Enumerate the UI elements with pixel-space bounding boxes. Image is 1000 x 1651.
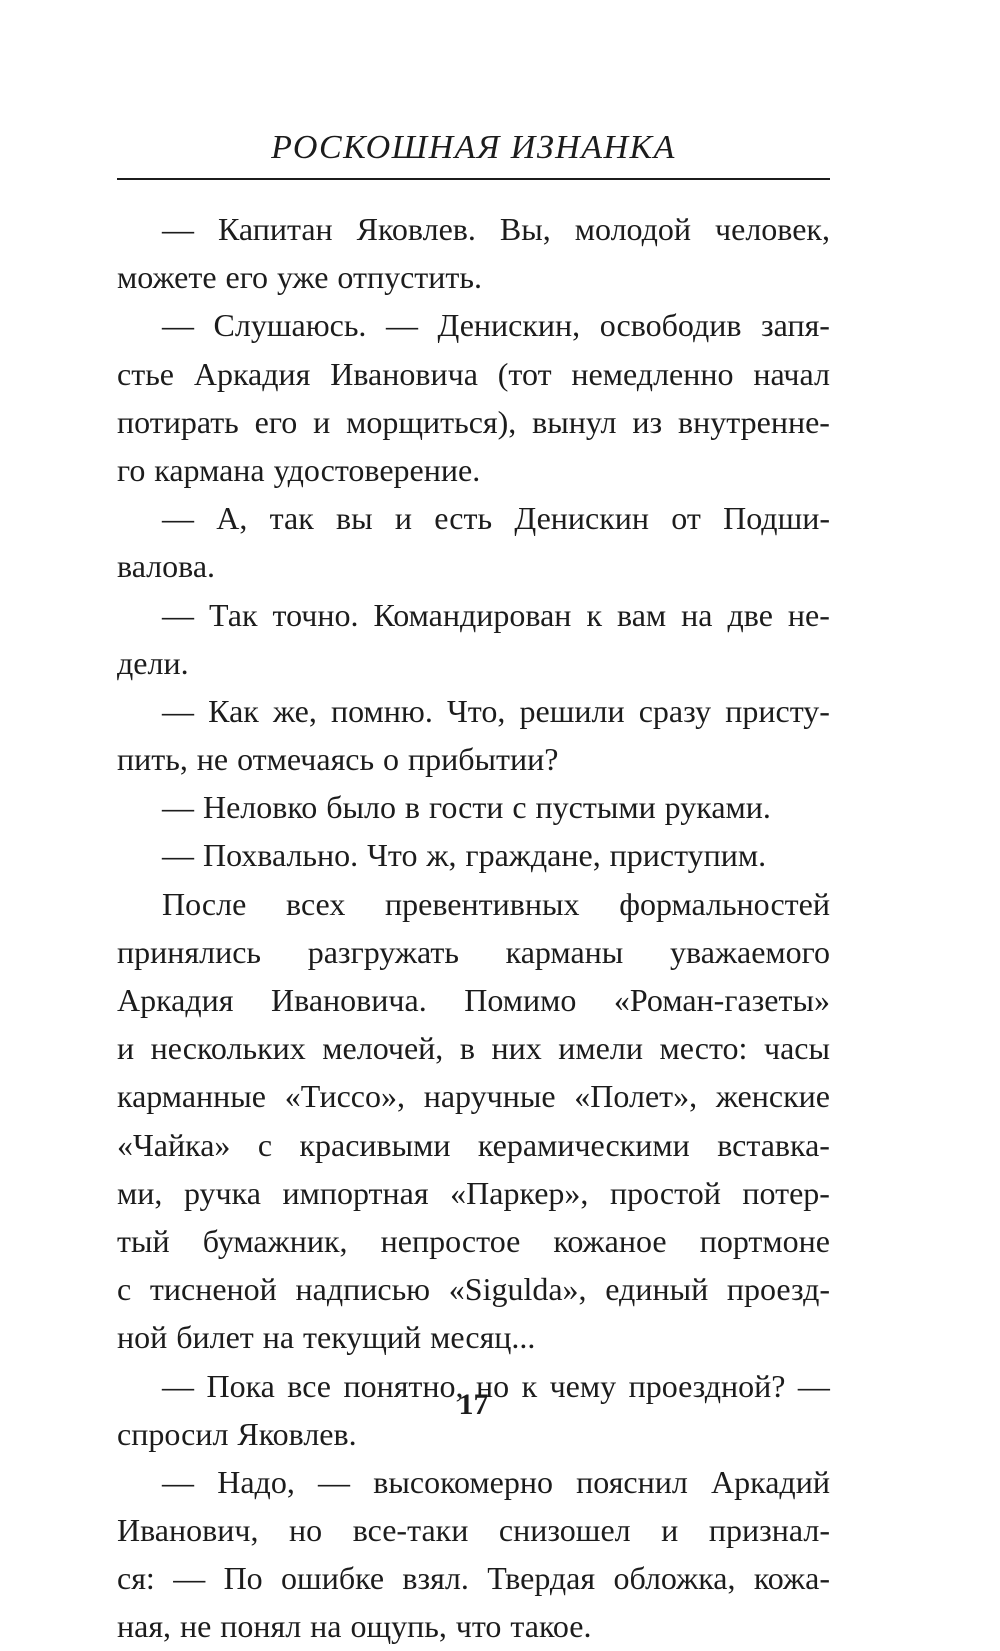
- word: пустыми: [535, 789, 656, 826]
- word: отмечаясь: [237, 741, 375, 778]
- word: —: [797, 1367, 830, 1404]
- word: о: [383, 741, 400, 778]
- word: тисненой: [149, 1271, 277, 1308]
- word: его: [225, 259, 269, 296]
- word: признал-: [708, 1512, 830, 1549]
- word: принялись: [117, 933, 261, 970]
- text-line: [117, 398, 830, 446]
- text-line: [117, 350, 830, 398]
- running-head: РОСКОШНАЯ ИЗНАНКА: [271, 129, 676, 166]
- word: пояснил: [576, 1463, 688, 1500]
- word: Иванович,: [117, 1512, 259, 1549]
- text-line: [117, 591, 830, 639]
- word: После: [162, 885, 247, 922]
- word: имели: [558, 1030, 643, 1067]
- text-line: [117, 1313, 830, 1361]
- word: го: [117, 451, 146, 488]
- word: же,: [272, 692, 317, 729]
- word: А,: [216, 500, 248, 537]
- word: —: [162, 307, 194, 344]
- word: текущий: [303, 1319, 422, 1356]
- text-line: [117, 301, 830, 349]
- word: отпустить.: [337, 259, 482, 296]
- word: «Тиссо»,: [284, 1078, 405, 1115]
- word: кармана: [154, 451, 265, 488]
- word: к: [521, 1367, 538, 1404]
- word: —: [162, 1463, 194, 1500]
- word: Капитан: [218, 211, 333, 247]
- word: граждане,: [465, 837, 601, 874]
- word: Вы,: [499, 211, 551, 247]
- text-line: [117, 253, 830, 301]
- word: к: [586, 596, 602, 633]
- word: обложка,: [613, 1560, 736, 1597]
- text-line: [117, 1602, 830, 1650]
- text-line: [117, 1121, 830, 1169]
- text-line: [117, 1072, 830, 1120]
- word: кожаное: [553, 1222, 667, 1259]
- word: гости: [428, 789, 504, 826]
- word: —: [162, 211, 194, 247]
- word: что: [455, 1608, 502, 1645]
- text-line: [117, 687, 830, 735]
- text-line: [117, 976, 830, 1024]
- word: из: [632, 403, 663, 440]
- word: все: [287, 1367, 331, 1404]
- text-line: [117, 494, 830, 542]
- word: надписью: [295, 1271, 431, 1308]
- word: не: [180, 1608, 212, 1645]
- text-line: [117, 1506, 830, 1554]
- word: и: [117, 1030, 135, 1067]
- text-line: [117, 639, 830, 687]
- word: Что: [367, 837, 418, 874]
- text-line: [117, 783, 830, 831]
- word: с: [117, 1271, 132, 1308]
- word: —: [162, 500, 194, 537]
- word: «Чайка»: [117, 1126, 231, 1163]
- word: портмоне: [699, 1222, 830, 1259]
- word: (тот: [497, 355, 552, 392]
- word: освободив: [599, 307, 742, 344]
- word: в: [459, 1030, 475, 1067]
- text-line: [117, 1554, 830, 1602]
- word: не-: [787, 596, 830, 633]
- word: но: [289, 1512, 323, 1549]
- word: ная,: [117, 1608, 172, 1645]
- word: место:: [659, 1030, 748, 1067]
- text-line: [117, 880, 830, 928]
- word: на: [262, 1319, 295, 1356]
- word: помню.: [331, 692, 433, 729]
- word: импортная: [282, 1174, 429, 1211]
- word: руками.: [664, 789, 771, 826]
- word: с: [257, 1126, 273, 1163]
- word: Денискин,: [437, 307, 581, 344]
- word: ж,: [426, 837, 457, 874]
- word: Надо,: [217, 1463, 295, 1500]
- word: Неловко: [202, 789, 318, 826]
- word: спросил: [117, 1415, 229, 1452]
- word: —: [173, 1560, 206, 1597]
- word: —: [162, 837, 194, 874]
- word: Ивановича: [330, 355, 478, 392]
- word: удостоверение.: [273, 451, 481, 488]
- word: на: [681, 596, 713, 633]
- word: не: [196, 741, 229, 778]
- text-line: [117, 1265, 830, 1313]
- word: внутренне-: [678, 403, 830, 440]
- word: карманные: [117, 1078, 266, 1115]
- word: Похвально.: [202, 837, 359, 874]
- word: морщиться),: [346, 403, 517, 440]
- text-line: [117, 1024, 830, 1072]
- word: «Sigulda»,: [448, 1271, 587, 1308]
- word: Пока: [206, 1367, 275, 1404]
- word: все-таки: [352, 1512, 469, 1549]
- text-line: [117, 928, 830, 976]
- word: пить,: [117, 741, 188, 778]
- word: Аркадий: [711, 1463, 830, 1500]
- word: снизошел: [498, 1512, 631, 1549]
- word: «Роман-газеты»: [613, 982, 830, 1018]
- body-text: [117, 205, 830, 1651]
- word: две: [727, 596, 773, 633]
- page-number: 17: [458, 1388, 489, 1421]
- word: «Паркер»,: [450, 1174, 589, 1211]
- word: Слушаюсь.: [213, 307, 367, 344]
- word: часы: [763, 1030, 830, 1067]
- word: разгружать: [307, 933, 459, 970]
- word: наручные: [423, 1078, 556, 1115]
- word: начал: [753, 355, 830, 392]
- word: ручка: [183, 1174, 261, 1211]
- word: потирать: [117, 403, 239, 440]
- word: единый: [605, 1271, 709, 1308]
- word: запя-: [761, 307, 830, 344]
- word: карманы: [505, 933, 624, 970]
- word: немедленно: [571, 355, 734, 392]
- word: но: [475, 1367, 510, 1404]
- word: проездной?: [628, 1367, 786, 1404]
- word: —: [318, 1463, 351, 1500]
- word: и: [661, 1512, 679, 1549]
- word: ощупь,: [350, 1608, 447, 1645]
- word: прибытии?: [408, 741, 559, 778]
- word: человек,: [715, 211, 830, 247]
- word: присту-: [725, 692, 830, 729]
- word: было: [326, 789, 396, 826]
- word: бумажник,: [202, 1222, 348, 1259]
- word: проезд-: [726, 1271, 830, 1308]
- word: сразу: [638, 692, 712, 729]
- text-line: [117, 735, 830, 783]
- word: молодой: [574, 211, 692, 247]
- word: Так: [209, 596, 258, 633]
- word: простой: [610, 1174, 721, 1211]
- word: так: [269, 500, 314, 537]
- word: Яковлев.: [356, 211, 476, 247]
- word: По: [223, 1560, 263, 1597]
- word: красивыми: [299, 1126, 451, 1163]
- word: керамическими: [477, 1126, 690, 1163]
- word: вставка-: [717, 1126, 830, 1163]
- word: —: [162, 1367, 194, 1404]
- word: женские: [715, 1078, 830, 1115]
- word: уважаемого: [670, 933, 830, 970]
- word: с: [512, 789, 527, 826]
- word: приступим.: [609, 837, 767, 874]
- word: Твердая: [487, 1560, 596, 1597]
- word: —: [162, 596, 194, 633]
- word: —: [385, 307, 418, 344]
- word: Яковлев.: [237, 1415, 357, 1452]
- word: —: [162, 789, 194, 826]
- word: вынул: [532, 403, 617, 440]
- word: Что,: [446, 692, 506, 729]
- word: —: [162, 692, 194, 729]
- word: «Полет»,: [574, 1078, 698, 1115]
- word: билет: [176, 1319, 254, 1356]
- text-line: [117, 1169, 830, 1217]
- word: вы: [336, 500, 373, 537]
- word: можете: [117, 259, 217, 296]
- word: его: [254, 403, 298, 440]
- word: чему: [549, 1367, 617, 1404]
- word: Помимо: [464, 982, 577, 1018]
- word: высокомерно: [373, 1463, 553, 1500]
- word: стье: [117, 355, 174, 392]
- word: всех: [286, 885, 346, 922]
- word: валова.: [117, 548, 216, 585]
- text-line: [117, 542, 830, 590]
- word: Аркадия: [193, 355, 311, 392]
- word: ми,: [117, 1174, 163, 1211]
- word: формальностей: [619, 885, 830, 922]
- word: кожа-: [753, 1560, 830, 1597]
- word: нескольких: [150, 1030, 306, 1067]
- word: понятно,: [343, 1367, 464, 1404]
- word: ной: [117, 1319, 168, 1356]
- word: ся:: [117, 1560, 155, 1597]
- word: тый: [117, 1222, 170, 1259]
- word: и: [394, 500, 413, 537]
- word: на: [310, 1608, 342, 1645]
- word: потер-: [742, 1174, 830, 1211]
- text-line: [117, 205, 830, 253]
- word: от: [671, 500, 701, 537]
- header-rule: [117, 178, 830, 180]
- word: Денискин: [514, 500, 650, 537]
- text-line: [117, 1217, 830, 1265]
- word: превентивных: [385, 885, 580, 922]
- word: есть: [434, 500, 493, 537]
- text-line: [117, 1458, 830, 1506]
- word: Аркадия: [117, 982, 234, 1018]
- word: Как: [208, 692, 259, 729]
- word: дели.: [117, 644, 189, 681]
- text-line: [117, 831, 830, 879]
- word: понял: [220, 1608, 302, 1645]
- word: Командирован: [373, 596, 572, 633]
- word: такое.: [510, 1608, 592, 1645]
- word: мелочей,: [322, 1030, 444, 1067]
- word: непростое: [380, 1222, 521, 1259]
- word: ошибке: [281, 1560, 385, 1597]
- text-line: [117, 446, 830, 494]
- word: Ивановича.: [271, 982, 427, 1018]
- word: уже: [276, 259, 329, 296]
- word: вам: [617, 596, 667, 633]
- word: взял.: [402, 1560, 469, 1597]
- word: и: [313, 403, 331, 440]
- word: них: [491, 1030, 542, 1067]
- word: Подши-: [723, 500, 830, 537]
- word: точно.: [272, 596, 359, 633]
- word: в: [404, 789, 421, 826]
- word: решили: [519, 692, 625, 729]
- word: месяц...: [430, 1319, 536, 1356]
